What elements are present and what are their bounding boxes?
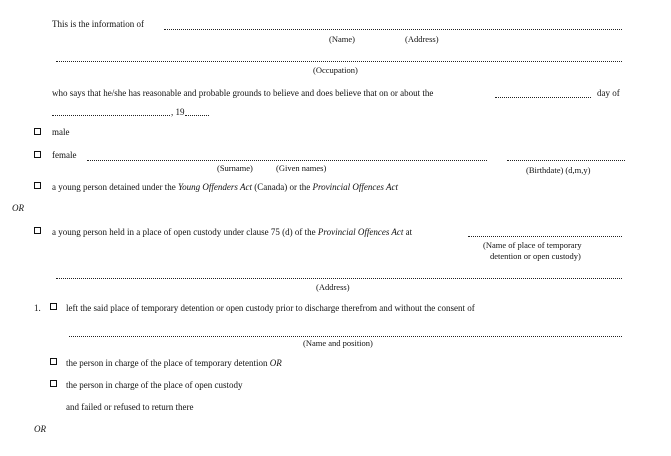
birthdate-caption: (Birthdate) (d,m,y): [526, 165, 591, 175]
female-label: female: [52, 150, 77, 160]
intro-lead: This is the information of: [52, 19, 144, 29]
detained-text: a young person detained under the Young Offenders Act (Canada) or the Provincial Offences Act: [52, 182, 398, 192]
year-field[interactable]: [185, 115, 209, 116]
birthdate-field[interactable]: [507, 160, 625, 161]
temporary-detention-text: the person in charge of the place of temporary detention OR: [66, 358, 282, 368]
left-custody-checkbox[interactable]: [50, 303, 57, 310]
name-address-field[interactable]: [164, 29, 622, 30]
occupation-field[interactable]: [56, 61, 622, 62]
name-caption: (Name): [329, 34, 355, 44]
given-names-caption: (Given names): [276, 163, 327, 173]
temporary-detention-checkbox[interactable]: [50, 358, 57, 365]
custody-address-caption: (Address): [316, 282, 350, 292]
failed-return-text: and failed or refused to return there: [66, 402, 194, 412]
name-position-caption: (Name and position): [303, 338, 373, 348]
year-prefix: , 19: [171, 107, 185, 117]
address-caption: (Address): [405, 34, 439, 44]
open-custody-person-checkbox[interactable]: [50, 380, 57, 387]
occupation-caption: (Occupation): [313, 65, 358, 75]
day-of-label: day of: [597, 88, 620, 98]
open-custody-text: a young person held in a place of open custody under clause 75 (d) of the Provincial Offences Act at: [52, 227, 413, 237]
detained-checkbox[interactable]: [34, 182, 41, 189]
male-checkbox[interactable]: [34, 128, 41, 135]
day-field[interactable]: [495, 97, 591, 98]
place-caption-line1: (Name of place of temporary: [483, 240, 582, 250]
name-position-field[interactable]: [69, 336, 622, 337]
place-name-field[interactable]: [468, 236, 622, 237]
section-number: 1.: [34, 303, 41, 313]
custody-address-field[interactable]: [56, 278, 622, 279]
surname-caption: (Surname): [217, 163, 253, 173]
or-separator-1: OR: [12, 203, 24, 213]
place-caption-line2: detention or open custody): [490, 251, 581, 261]
open-custody-person-text: the person in charge of the place of open custody: [66, 380, 243, 390]
female-checkbox[interactable]: [34, 151, 41, 158]
month-field[interactable]: [52, 115, 170, 116]
open-custody-checkbox[interactable]: [34, 227, 41, 234]
statement-line: who says that he/she has reasonable and probable grounds to believe and does believe that on or about the: [52, 88, 434, 98]
surname-given-field[interactable]: [87, 160, 487, 161]
left-custody-text: left the said place of temporary detention or open custody prior to discharge therefrom and without the consent of: [66, 303, 475, 313]
male-label: male: [52, 127, 70, 137]
or-separator-2: OR: [34, 424, 46, 434]
